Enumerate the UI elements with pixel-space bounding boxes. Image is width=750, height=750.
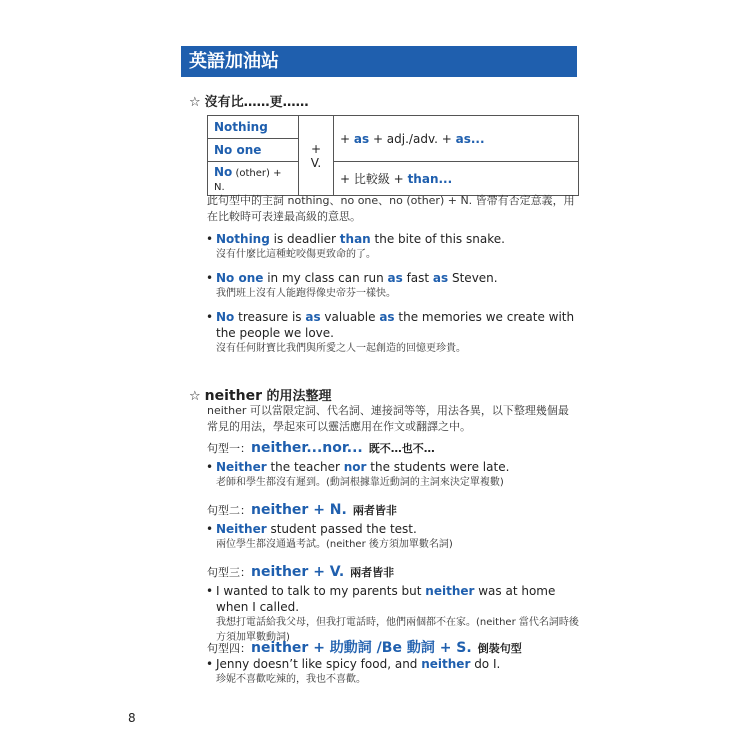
p3-ex-zh: 我想打電話給我父母，但我打電話時，他們兩個都不在家。(neither 當代名詞時後方須加單數動詞) <box>216 617 579 643</box>
table-as-d: as... <box>455 131 485 146</box>
ex3-zh: 沒有任何財寶比我們與所愛之人一起創造的回憶更珍貴。 <box>216 343 466 354</box>
ex2-p5: as <box>432 271 449 285</box>
pattern-4-gloss: 倒裝句型 <box>477 642 522 655</box>
table-cell-verb: + V. <box>299 116 334 196</box>
page-number: 8 <box>128 711 136 725</box>
table-than-a: + 比較級 + <box>340 172 408 186</box>
pattern-4-label: 句型四： <box>207 642 251 655</box>
pattern-2-heading <box>207 502 397 518</box>
pattern-3-gloss: 兩者皆非 <box>350 566 395 579</box>
table-cell-no-one <box>208 139 299 162</box>
p1-ex-a: Neither <box>216 460 267 474</box>
example-1 <box>206 231 576 262</box>
pattern-4-heading <box>207 637 522 657</box>
ex3-p4: valuable <box>320 310 380 324</box>
bullet-icon: • <box>206 310 214 324</box>
section1-explanation: 此句型中的主詞 nothing、no one、no (other) + N. 皆帶有否定意義，用在比較時可表達最高級的意思。 <box>207 194 575 223</box>
pattern-4-formula: neither + 助動詞 /Be 動詞 + S. <box>251 640 472 656</box>
section-banner: 英語加油站 <box>181 46 577 77</box>
p4-ex-b: neither <box>421 657 471 671</box>
table-as-c: + adj./adv. + <box>369 131 456 146</box>
pattern-3-example <box>206 583 580 645</box>
pattern-2-formula: neither + N. <box>251 502 347 518</box>
pattern-2-label: 句型二： <box>207 504 251 517</box>
p4-ex-a: Jenny doesn’t like spicy food, and <box>216 657 422 671</box>
p1-ex-d: the students were late. <box>366 460 510 474</box>
pattern-1-gloss: 既不…也不… <box>368 442 435 455</box>
ex2-p3: as <box>387 271 403 285</box>
star-icon: ☆ <box>189 95 201 110</box>
p1-ex-c: nor <box>343 460 367 474</box>
ex3-p2: treasure is <box>234 310 306 324</box>
pattern-2-gloss: 兩者皆非 <box>352 504 397 517</box>
p3-ex-c: was at home when I called. <box>216 584 556 614</box>
p2-ex-a: Neither <box>216 522 267 536</box>
table-cell-nothing <box>208 116 299 139</box>
p1-ex-b: the teacher <box>266 460 344 474</box>
ex2-p4: fast <box>402 271 433 285</box>
ex2-zh: 我們班上沒有人能跑得像史帝芬一樣快。 <box>216 288 396 299</box>
pattern-3-heading <box>207 564 394 580</box>
p2-ex-b: student passed the test. <box>266 522 417 536</box>
bullet-icon: • <box>206 522 214 536</box>
table-cell-no-other <box>208 162 299 196</box>
bullet-icon: • <box>206 584 214 598</box>
table-no-one: No one <box>214 143 262 157</box>
bullet-icon: • <box>206 271 214 285</box>
table-than-b: than... <box>407 172 453 186</box>
pattern-3-label: 句型三： <box>207 566 251 579</box>
table-as-a: + <box>340 131 354 146</box>
star-icon: ☆ <box>189 389 201 404</box>
pattern-1-heading <box>207 440 435 456</box>
ex1-zh: 沒有什麼比這種蛇咬傷更致命的了。 <box>216 249 376 260</box>
p1-ex-zh: 老師和學生都沒有遲到。(動詞根據靠近動詞的主詞來決定單複數) <box>216 477 504 488</box>
p3-ex-b: neither <box>425 584 475 598</box>
ex2-p6: Steven. <box>448 271 498 285</box>
example-3 <box>206 309 578 356</box>
section1-title <box>189 91 309 110</box>
table-as-b: as <box>353 131 370 146</box>
section2-intro: neither 可以當限定詞、代名詞、連接詞等等，用法各異，以下整理幾個最常見的用法，學起來可以靈活應用在作文或翻譯之中。 <box>207 404 569 433</box>
ex1-p3: than <box>339 232 371 246</box>
pattern-3-formula: neither + V. <box>251 564 345 580</box>
pattern-1-example <box>206 459 578 490</box>
section1-title-text: 沒有比……更…… <box>204 95 309 110</box>
ex3-p6: the memories we create with the people we love. <box>216 310 575 340</box>
table-no: No <box>214 164 233 179</box>
bullet-icon: • <box>206 657 214 671</box>
pattern-1-label: 句型一： <box>207 442 251 455</box>
ex2-p1: No one <box>216 271 264 285</box>
pattern-2-example <box>206 521 578 552</box>
ex1-p4: the bite of this snake. <box>370 232 505 246</box>
pattern-4-example <box>206 656 578 687</box>
ex2-p2: in my class can run <box>263 271 388 285</box>
pattern-1-formula: neither...nor... <box>251 440 363 456</box>
ex1-p1: Nothing <box>216 232 270 246</box>
p2-ex-zh: 兩位學生都沒通過考試。(neither 後方須加單數名詞) <box>216 539 453 550</box>
section2-title <box>189 385 332 404</box>
table-cell-than-pattern <box>334 162 579 196</box>
ex3-p5: as <box>379 310 395 324</box>
table-other-n: (other) + N. <box>214 167 282 193</box>
table-nothing: Nothing <box>214 120 268 134</box>
example-2 <box>206 270 576 301</box>
table-cell-as-pattern <box>334 116 579 162</box>
section2-title-zh: 的用法整理 <box>261 389 332 404</box>
bullet-icon: • <box>206 232 214 246</box>
p4-ex-zh: 珍妮不喜歡吃辣的，我也不喜歡。 <box>216 674 366 685</box>
bullet-icon: • <box>206 460 214 474</box>
pattern-table <box>207 115 579 196</box>
p4-ex-c: do I. <box>470 657 501 671</box>
section2-title-en: neither <box>204 388 262 404</box>
ex3-p1: No <box>216 310 235 324</box>
ex1-p2: is deadlier <box>269 232 340 246</box>
p3-ex-a: I wanted to talk to my parents but <box>216 584 426 598</box>
ex3-p3: as <box>305 310 321 324</box>
